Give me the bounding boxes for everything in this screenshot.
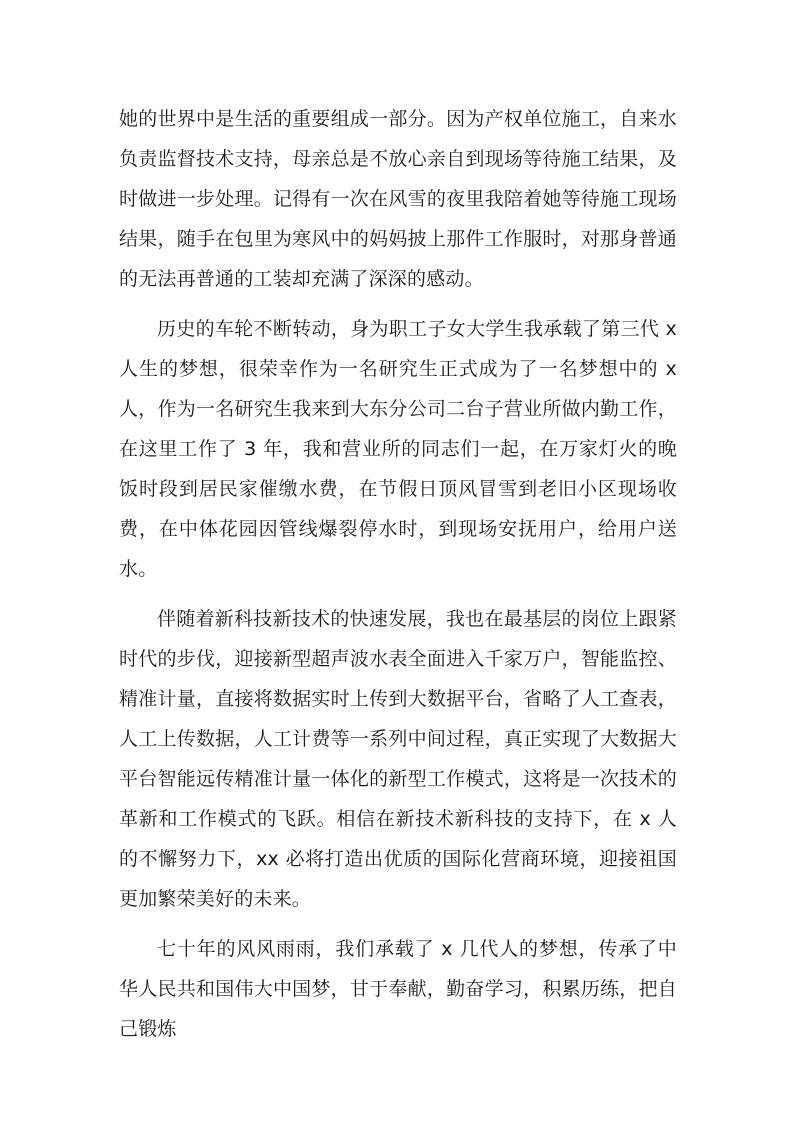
document-body <box>119 99 677 1059</box>
paragraph-4: 七十年的风风雨雨，我们承载了 x 几代人的梦想，传承了中华人民共和国伟大中国梦，甘于奉献，勤奋学习，积累历练，把自己锻炼 <box>119 938 677 1040</box>
paragraph-2: 历史的车轮不断转动，身为职工子女大学生我承载了第三代 x 人生的梦想，很荣幸作为一名研究生正式成为了一名梦想中的 x 人，作为一名研究生我来到大东分公司二台子营业所做内勤工作，在这里工作了 3 年，我和营业所的同志们一起，在万家灯火的晚饭时段到居民家催缴水费，在节假日顶风冒雪到老旧小区现场收费，在中体花园因管线爆裂停水时，到现场安抚用户，给用户送水。 <box>119 318 677 580</box>
paragraph-3: 伴随着新科技新技术的快速发展，我也在最基层的岗位上跟紧时代的步伐，迎接新型超声波水表全面进入千家万户，智能监控、精准计量，直接将数据实时上传到大数据平台，省略了人工查表，人工上传数据，人工计费等一系列中间过程，真正实现了大数据大平台智能远传精准计量一体化的新型工作模式，这将是一次技术的革新和工作模式的飞跃。相信在新技术新科技的支持下，在 x 人的不懈努力下，xx 必将打造出优质的国际化营商环境，迎接祖国更加繁荣美好的未来。 <box>119 608 677 910</box>
paragraph-1: 她的世界中是生活的重要组成一部分。因为产权单位施工，自来水负责监督技术支持，母亲总是不放心亲自到现场等待施工结果，及时做进一步处理。记得有一次在风雪的夜里我陪着她等待施工现场结果，随手在包里为寒风中的妈妈披上那件工作服时，对那身普通的无法再普通的工装却充满了深深的感动。 <box>119 108 677 290</box>
